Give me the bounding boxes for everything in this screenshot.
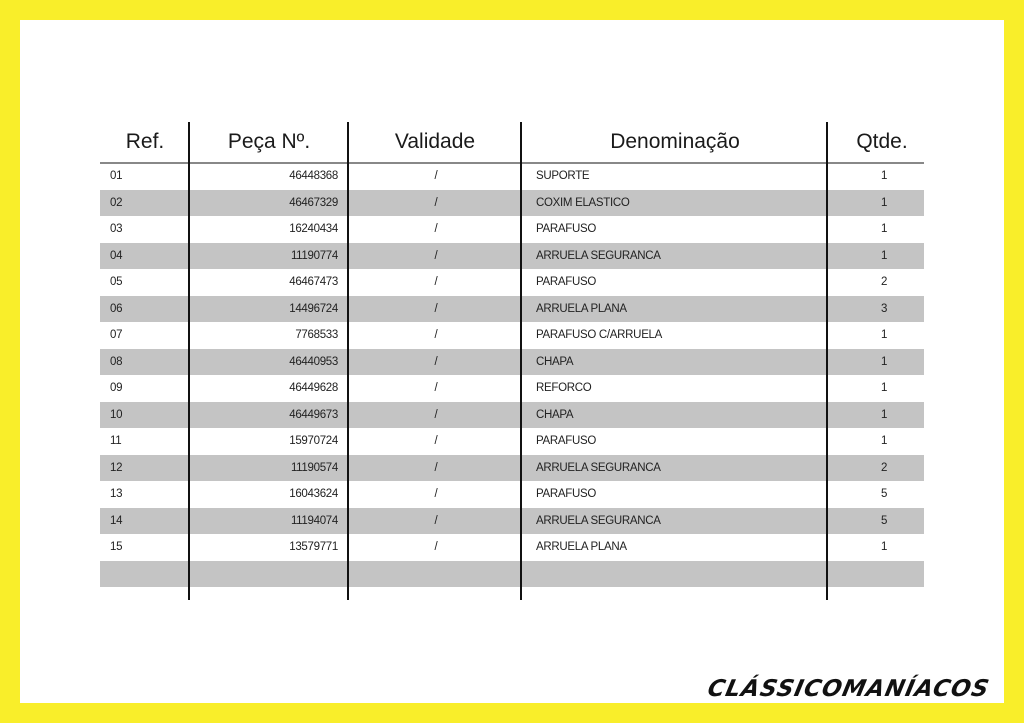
cell-validade: / (434, 382, 438, 395)
cell-peca: 11190774 (290, 249, 338, 262)
parts-table (100, 122, 924, 602)
cell-denominacao: COXIM ELASTICO (536, 196, 630, 209)
cell-denominacao: CHAPA (536, 355, 574, 368)
cell-validade: / (434, 408, 438, 421)
cell-validade: / (434, 488, 438, 501)
cell-denominacao: ARRUELA PLANA (536, 302, 627, 315)
cell-peca: 46448368 (289, 170, 338, 183)
cell-qtde: 1 (880, 435, 888, 448)
cell-peca: 46440953 (289, 355, 338, 368)
cell-peca: 14496724 (289, 302, 338, 315)
cell-qtde: 1 (880, 170, 888, 183)
table-header (100, 122, 924, 164)
table-row (100, 375, 924, 402)
cell-qtde: 1 (880, 329, 888, 342)
cell-qtde: 1 (880, 382, 888, 395)
cell-ref: 13 (110, 488, 123, 501)
cell-ref (110, 561, 180, 588)
cell-ref: 15 (110, 541, 123, 554)
cell-qtde: 3 (880, 302, 888, 315)
table-row (100, 402, 924, 429)
cell-ref: 12 (110, 461, 123, 474)
header-qtde: Qtde. (856, 130, 908, 153)
cell-validade: / (434, 435, 438, 448)
cell-validade (350, 561, 522, 588)
cell-qtde: 2 (880, 461, 888, 474)
cell-peca: 16240434 (289, 223, 338, 236)
table-row (100, 322, 924, 349)
table-row (100, 296, 924, 323)
cell-qtde: 1 (880, 408, 888, 421)
cell-denominacao: PARAFUSO (536, 276, 597, 289)
cell-validade: / (434, 302, 438, 315)
table-row (100, 190, 924, 217)
cell-ref: 01 (110, 170, 123, 183)
cell-ref: 05 (110, 276, 123, 289)
cell-peca: 46449673 (289, 408, 338, 421)
cell-validade: / (434, 329, 438, 342)
cell-denominacao: ARRUELA SEGURANCA (536, 249, 661, 262)
cell-denominacao: PARAFUSO (536, 488, 597, 501)
table-row (100, 349, 924, 376)
cell-peca: 7768533 (295, 329, 338, 342)
header-peca: Peça Nº. (227, 130, 311, 153)
cell-peca: 16043624 (289, 488, 338, 501)
parts-sheet (20, 20, 1004, 703)
cell-ref: 08 (110, 355, 123, 368)
cell-validade: / (434, 170, 438, 183)
table-row (100, 534, 924, 561)
cell-denominacao: PARAFUSO (536, 223, 597, 236)
cell-validade: / (434, 355, 438, 368)
column-divider (347, 122, 349, 600)
column-divider (188, 122, 190, 600)
cell-qtde: 1 (880, 223, 888, 236)
table-row (100, 561, 924, 588)
table-row (100, 481, 924, 508)
cell-peca: 11190574 (290, 461, 338, 474)
cell-peca: 46467329 (289, 196, 338, 209)
header-ref: Ref. (125, 130, 165, 153)
cell-ref: 04 (110, 249, 123, 262)
table-row (100, 269, 924, 296)
cell-denominacao: ARRUELA SEGURANCA (536, 514, 661, 527)
cell-denominacao: PARAFUSO C/ARRUELA (536, 329, 663, 342)
cell-peca: 11194074 (290, 514, 338, 527)
table-row (100, 216, 924, 243)
cell-validade: / (434, 276, 438, 289)
cell-denominacao: REFORCO (536, 382, 592, 395)
cell-qtde: 1 (880, 541, 888, 554)
cell-peca: 46467473 (289, 276, 338, 289)
cell-qtde: 1 (880, 249, 888, 262)
cell-qtde: 1 (880, 355, 888, 368)
cell-denominacao: PARAFUSO (536, 435, 597, 448)
cell-qtde: 1 (880, 196, 888, 209)
cell-ref: 10 (110, 408, 123, 421)
header-validade: Validade (394, 130, 476, 153)
table-row (100, 428, 924, 455)
table-row (100, 163, 924, 190)
cell-validade: / (434, 541, 438, 554)
cell-ref: 06 (110, 302, 123, 315)
cell-ref: 14 (110, 514, 123, 527)
header-denominacao: Denominação (610, 130, 740, 153)
cell-qtde: 5 (880, 488, 888, 501)
cell-qtde: 5 (880, 514, 888, 527)
cell-ref: 09 (110, 382, 123, 395)
cell-peca (190, 561, 338, 588)
cell-denominacao: ARRUELA SEGURANCA (536, 461, 661, 474)
cell-validade: / (434, 196, 438, 209)
cell-ref: 07 (110, 329, 123, 342)
cell-denominacao: SUPORTE (536, 170, 590, 183)
cell-peca: 13579771 (289, 541, 338, 554)
cell-peca: 15970724 (289, 435, 338, 448)
cell-qtde: 2 (880, 276, 888, 289)
table-row (100, 455, 924, 482)
cell-validade: / (434, 223, 438, 236)
cell-ref: 03 (110, 223, 123, 236)
cell-ref: 02 (110, 196, 123, 209)
column-divider (520, 122, 522, 600)
cell-denominacao (536, 561, 826, 588)
brand-logo: CLÁSSICOMANÍACOS (705, 676, 992, 702)
column-divider (826, 122, 828, 600)
cell-peca: 46449628 (289, 382, 338, 395)
cell-validade: / (434, 249, 438, 262)
cell-denominacao: ARRUELA PLANA (536, 541, 627, 554)
cell-validade: / (434, 461, 438, 474)
cell-denominacao: CHAPA (536, 408, 574, 421)
cell-ref: 11 (110, 435, 122, 448)
table-row (100, 243, 924, 270)
table-row (100, 508, 924, 535)
cell-validade: / (434, 514, 438, 527)
cell-qtde (830, 561, 938, 588)
